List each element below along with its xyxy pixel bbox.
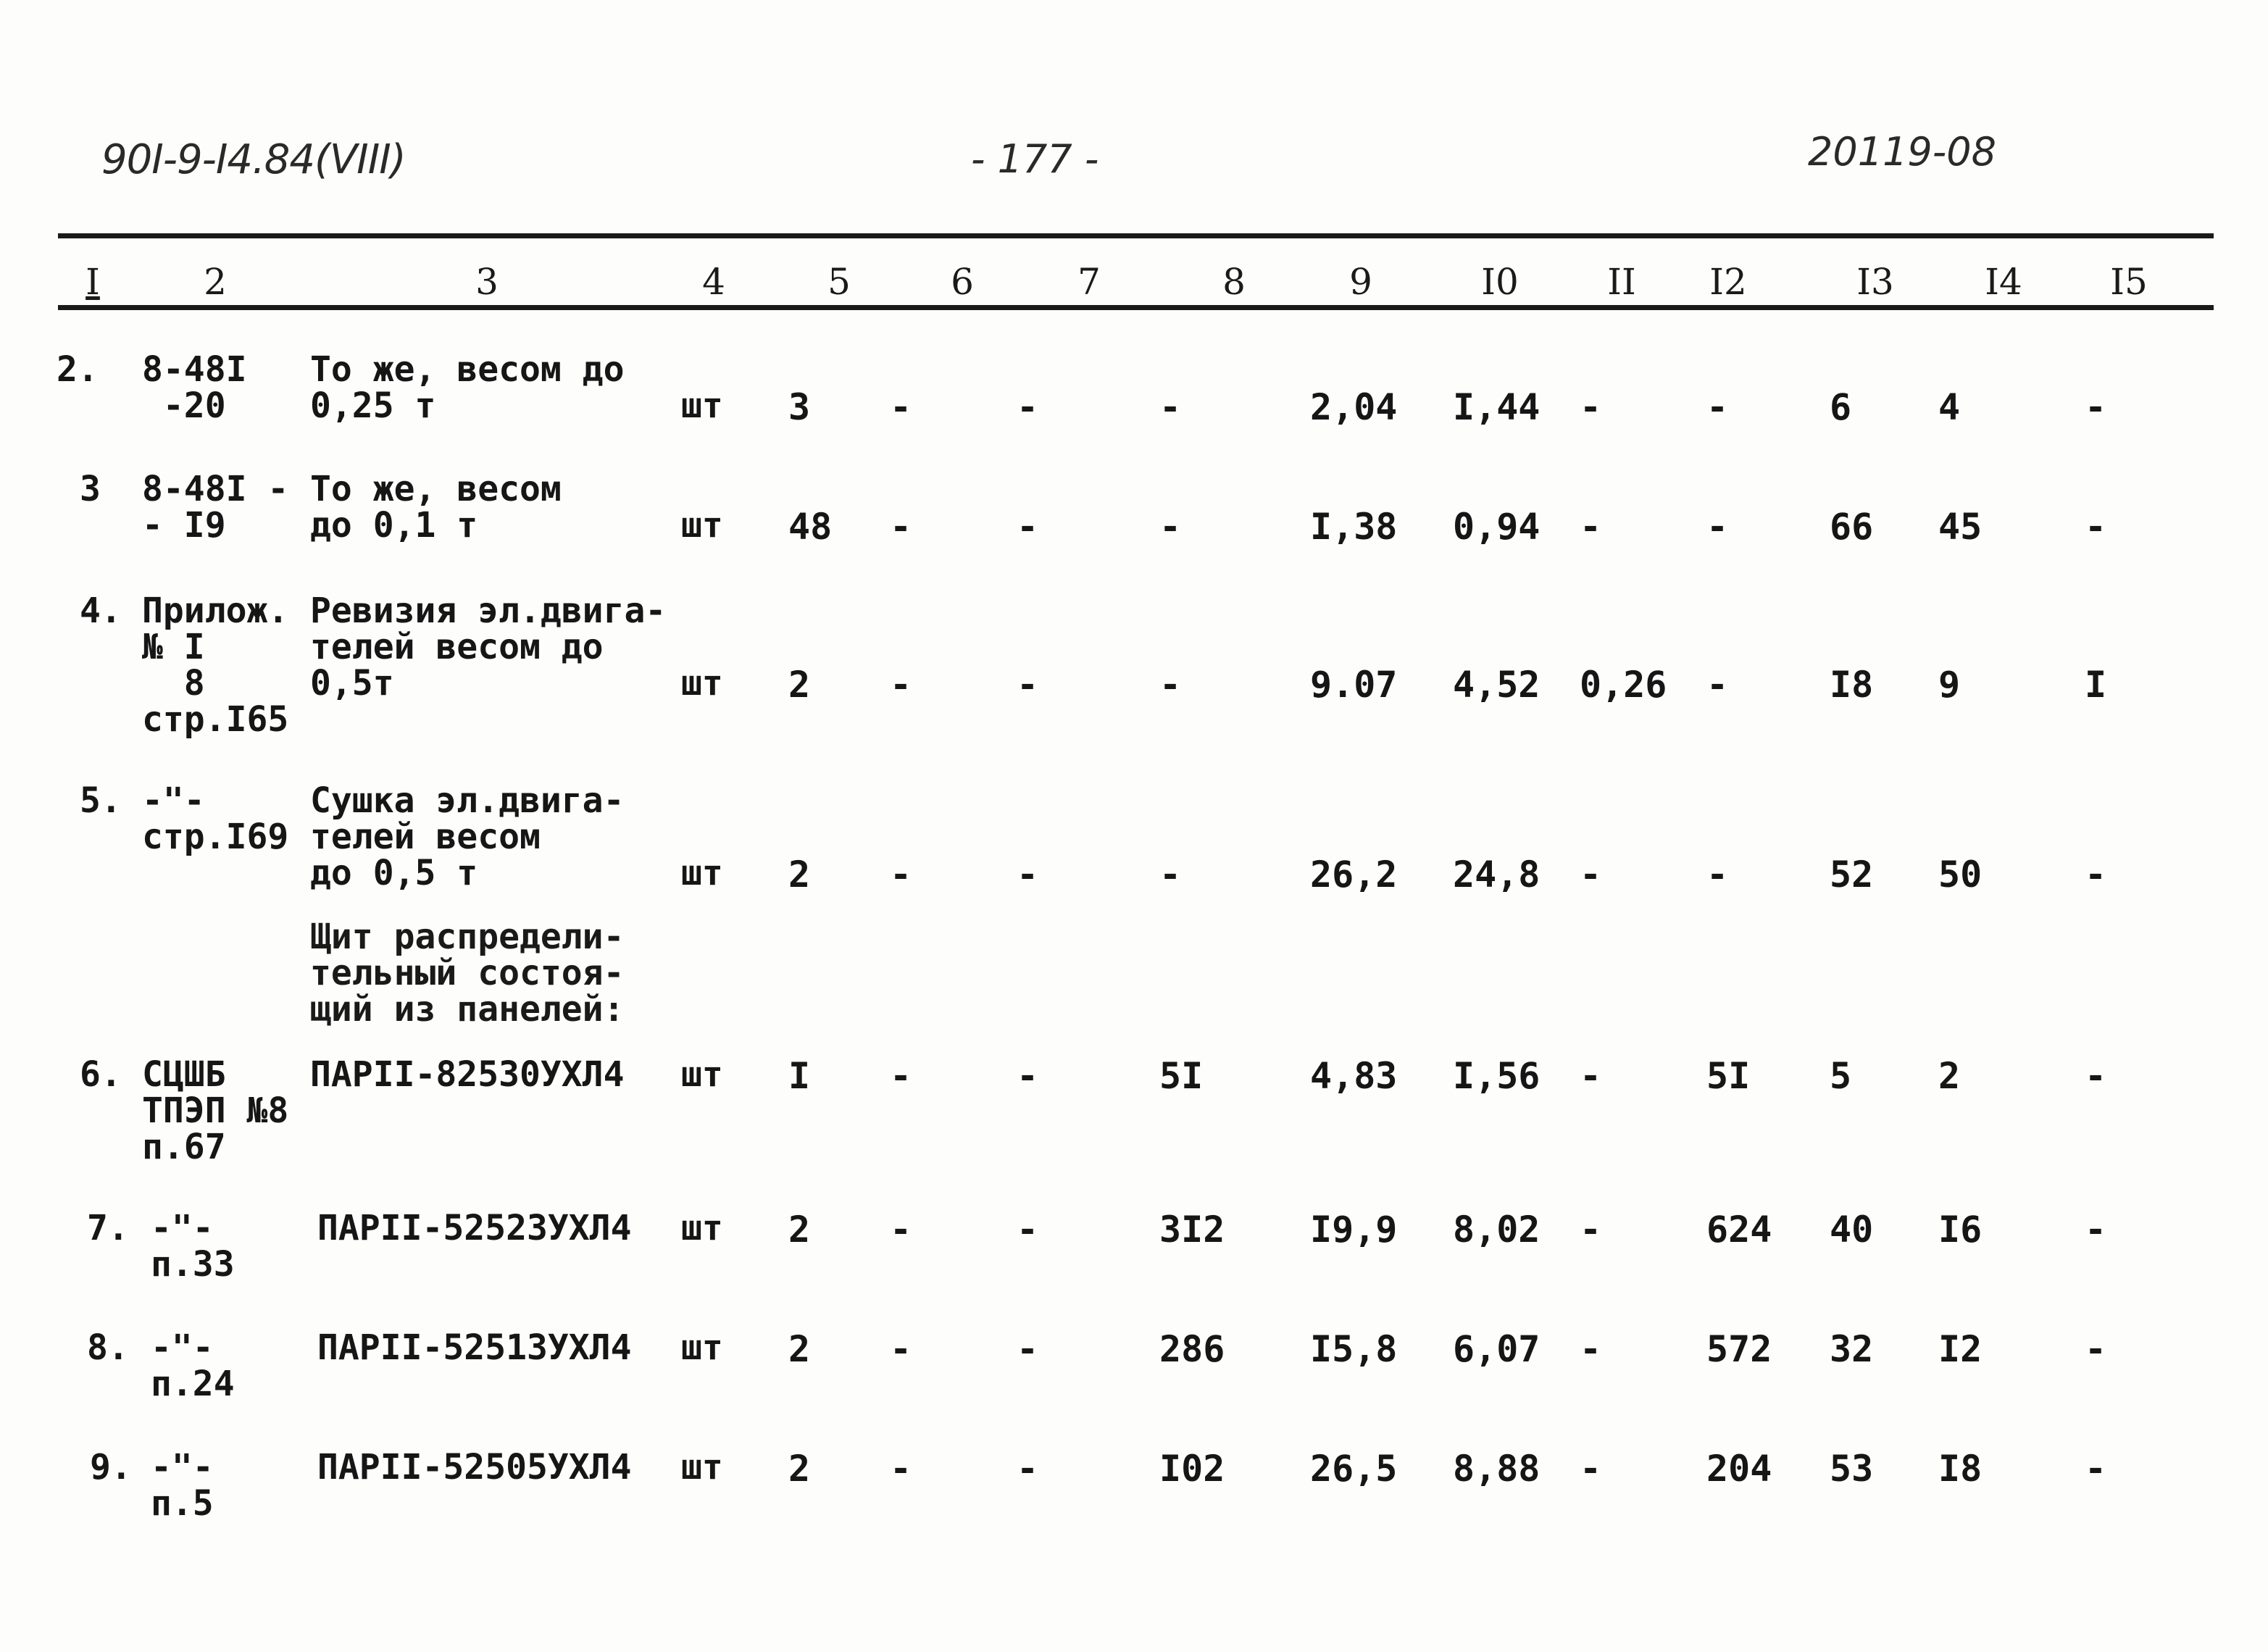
cell-col12: 204 [1706,1448,1772,1490]
cell-col9: I9,9 [1310,1209,1398,1251]
cell-col10: I,56 [1453,1055,1541,1097]
cell-col5: 2 [788,1209,811,1251]
cell-col14: I6 [1938,1209,1983,1251]
section-note: Щит распредели- тельный состоя- щий из панелей: [310,917,625,1030]
cell-col12: 5I [1706,1055,1751,1097]
cell-col13: 5 [1830,1055,1852,1097]
cell-col8: 3I2 [1159,1209,1225,1251]
column-number: 5 [827,261,851,303]
row-unit: шт [681,1327,723,1368]
cell-col11: - [1580,1055,1602,1097]
row-description: То же, весом до 0,25 т [310,349,625,426]
cell-col5: 2 [788,664,811,706]
cell-col11: - [1580,1209,1602,1251]
row-number: 3 [80,469,101,509]
column-number: 4 [702,261,725,303]
cell-col7: - [1017,386,1039,428]
cell-col5: 2 [788,1328,811,1370]
cell-col10: 8,02 [1453,1209,1541,1251]
row-number: 5. [80,780,122,821]
cell-col9: 9.07 [1310,664,1398,706]
row-description: То же, весом до 0,1 т [310,469,562,546]
cell-col6: - [890,1209,912,1251]
cell-col7: - [1017,664,1039,706]
row-number: 2. [57,349,99,390]
row-reference: 8-48I -20 [142,349,247,426]
cell-col10: 8,88 [1453,1448,1541,1490]
column-number: 7 [1077,261,1101,303]
cell-col6: - [890,664,912,706]
cell-col5: 2 [788,1448,811,1490]
cell-col8: - [1159,386,1182,428]
sheet-code: 20119-08 [1808,129,1996,175]
cell-col15: - [2085,386,2107,428]
row-unit: шт [681,663,723,704]
cell-col10: 6,07 [1453,1328,1541,1370]
page-number: - 177 - [971,136,1099,182]
cell-col6: - [890,1328,912,1370]
column-number: 2 [204,261,227,303]
row-number: 4. [80,591,122,631]
document-code: 90I-9-I4.84(VIII) [101,136,406,183]
row-number: 7. [87,1208,129,1248]
cell-col7: - [1017,1448,1039,1490]
column-number: II [1607,261,1636,303]
column-number: I3 [1856,261,1894,303]
column-number: I [86,261,100,303]
cell-col12: - [1706,506,1729,548]
cell-col9: 26,2 [1310,854,1398,896]
row-unit: шт [681,505,723,546]
cell-col9: 26,5 [1310,1448,1398,1490]
cell-col12: - [1706,386,1729,428]
column-number: I5 [2110,261,2148,303]
cell-col8: - [1159,664,1182,706]
table-top-rule [58,233,2214,238]
row-description: Сушка эл.двига- телей весом до 0,5 т [310,780,625,893]
cell-col14: 45 [1938,506,1983,548]
cell-col6: - [890,1055,912,1097]
row-unit: шт [681,1447,723,1488]
row-reference: -"- стр.I69 [142,780,289,857]
row-number: 9. [90,1447,132,1488]
cell-col10: 24,8 [1453,854,1541,896]
column-number: 9 [1349,261,1372,303]
cell-col15: - [2085,854,2107,896]
column-number: 6 [951,261,974,303]
row-reference: -"- п.24 [151,1327,235,1404]
cell-col15: - [2085,1055,2107,1097]
cell-col13: 52 [1830,854,1874,896]
cell-col13: I8 [1830,664,1874,706]
cell-col13: 40 [1830,1209,1874,1251]
cell-col8: 5I [1159,1055,1204,1097]
cell-col15: - [2085,506,2107,548]
cell-col15: - [2085,1328,2107,1370]
cell-col14: I8 [1938,1448,1983,1490]
cell-col8: 286 [1159,1328,1225,1370]
cell-col8: - [1159,854,1182,896]
cell-col6: - [890,854,912,896]
row-description: ПАРII-52523УХЛ4 [317,1208,632,1248]
cell-col11: - [1580,854,1602,896]
cell-col7: - [1017,1055,1039,1097]
cell-col6: - [890,1448,912,1490]
cell-col5: 48 [788,506,833,548]
column-number: I0 [1481,261,1519,303]
cell-col5: I [788,1055,811,1097]
cell-col9: I,38 [1310,506,1398,548]
cell-col6: - [890,386,912,428]
cell-col11: - [1580,1448,1602,1490]
row-description: ПАРII-52513УХЛ4 [317,1327,632,1368]
cell-col15: I [2085,664,2107,706]
cell-col8: - [1159,506,1182,548]
column-number: I2 [1709,261,1747,303]
cell-col5: 2 [788,854,811,896]
cell-col8: I02 [1159,1448,1225,1490]
cell-col5: 3 [788,386,811,428]
row-number: 6. [80,1054,122,1095]
cell-col11: - [1580,1328,1602,1370]
cell-col15: - [2085,1209,2107,1251]
cell-col7: - [1017,854,1039,896]
column-number: 8 [1222,261,1246,303]
cell-col14: 9 [1938,664,1961,706]
cell-col13: 32 [1830,1328,1874,1370]
row-reference: Прилож. № I 8 стр.I65 [142,591,289,740]
cell-col11: - [1580,506,1602,548]
row-description: ПАРII-82530УХЛ4 [310,1054,625,1095]
cell-col14: 50 [1938,854,1983,896]
cell-col7: - [1017,1209,1039,1251]
cell-col9: I5,8 [1310,1328,1398,1370]
row-number: 8. [87,1327,129,1368]
cell-col15: - [2085,1448,2107,1490]
cell-col9: 4,83 [1310,1055,1398,1097]
cell-col12: 572 [1706,1328,1772,1370]
cell-col10: I,44 [1453,386,1541,428]
row-description: Ревизия эл.двига- телей весом до 0,5т [310,591,667,704]
cell-col7: - [1017,1328,1039,1370]
cell-col7: - [1017,506,1039,548]
row-description: ПАРII-52505УХЛ4 [317,1447,632,1488]
cell-col14: 4 [1938,386,1961,428]
column-number: I4 [1985,261,2022,303]
cell-col12: - [1706,664,1729,706]
cell-col12: 624 [1706,1209,1772,1251]
row-unit: шт [681,853,723,893]
row-reference: СЦШБ ТПЭП №8 п.67 [142,1054,289,1167]
cell-col6: - [890,506,912,548]
cell-col10: 0,94 [1453,506,1541,548]
row-unit: шт [681,385,723,426]
cell-col11: 0,26 [1580,664,1667,706]
cell-col12: - [1706,854,1729,896]
row-reference: -"- п.33 [151,1208,235,1285]
table-header-rule [58,305,2214,310]
row-reference: -"- п.5 [151,1447,214,1524]
cell-col13: 6 [1830,386,1852,428]
cell-col14: I2 [1938,1328,1983,1370]
row-reference: 8-48I - - I9 [142,469,289,546]
cell-col13: 53 [1830,1448,1874,1490]
column-number: 3 [475,261,499,303]
row-unit: шт [681,1208,723,1248]
cell-col14: 2 [1938,1055,1961,1097]
cell-col11: - [1580,386,1602,428]
cell-col13: 66 [1830,506,1874,548]
cell-col10: 4,52 [1453,664,1541,706]
cell-col9: 2,04 [1310,386,1398,428]
row-unit: шт [681,1054,723,1095]
